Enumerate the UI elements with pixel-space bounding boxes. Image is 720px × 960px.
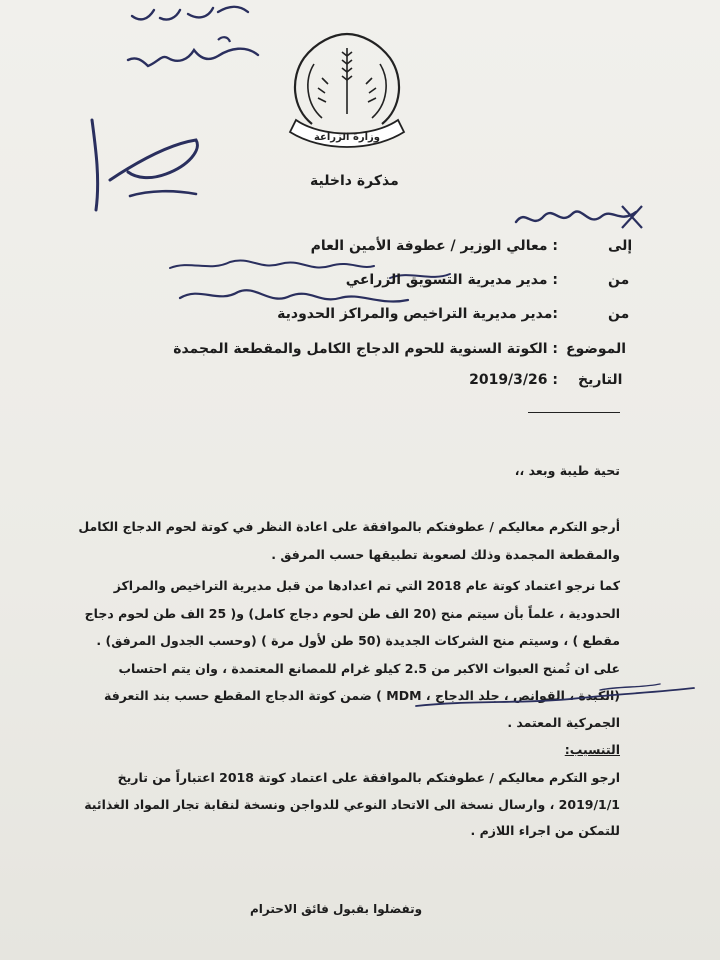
header-divider	[528, 412, 620, 413]
body-line-4: الحدودية ، علماً بأن سيتم منح (20 الف طن لحوم دجاج كامل) و( 25 الف طن لحوم دجاج	[84, 606, 620, 621]
notice-heading: التنسيب:	[564, 742, 620, 757]
body-line-2: والمقطعة المجمدة وذلك لصعوبة تطبيقها حسب المرفق .	[271, 547, 620, 562]
body-line-1: أرجو التكرم معاليكم / عطوفتكم بالموافقة على اعادة النظر في كوتة لحوم الدجاج الكامل	[78, 519, 620, 534]
to-label: إلى	[608, 238, 633, 254]
closing-line: وتفضلوا بقبول فائق الاحترام	[250, 902, 423, 916]
to-value: : معالي الوزير / عطوفة الأمين العام	[310, 238, 558, 254]
notice-line-1: ارجو التكرم معاليكم / عطوفتكم بالموافقة على اعتماد كوتة 2018 اعتباراً من تاريخ	[117, 770, 620, 785]
handwritten-signature-left	[70, 110, 210, 220]
body-line-3: كما نرجو اعتماد كوتة عام 2018 التي تم اعدادها من قبل مديرية التراخيص والمراكز	[113, 578, 620, 593]
logo-ribbon-text: وزارة الزراعة	[313, 132, 381, 143]
ministry-logo-emblem	[282, 28, 412, 156]
handwritten-underline	[410, 676, 700, 716]
subject-label: الموضوع	[566, 341, 627, 357]
handwritten-reference-number	[510, 200, 650, 234]
body-line-6: على ان تُمنح العبوات الاكبر من 2.5 كيلو غرام للمصانع المعتمدة ، وان يتم احتساب	[118, 661, 620, 676]
body-line-8: الجمركية المعتمد .	[507, 715, 620, 730]
from2-label: من	[608, 306, 630, 322]
from1-label: من	[608, 272, 630, 288]
greeting: تحية طيبة وبعد ،،	[514, 463, 620, 478]
subject-value: : الكوتة السنوية للحوم الدجاج الكامل والمقطعة المجمدة	[173, 341, 558, 357]
from2-value: :مدير مديرية التراخيص والمراكز الحدودية	[277, 306, 558, 322]
handwritten-note-top-left	[118, 0, 278, 80]
notice-line-3: للتمكن من اجراء اللازم .	[470, 823, 620, 838]
body-line-7: (الكبدة ، القوانص ، جلد الدجاج ، MDM ) ضمن كوتة الدجاج المقطع حسب بند التعرفة	[104, 688, 620, 703]
memo-title: مذكرة داخلية	[310, 173, 399, 189]
body-line-5: مقطع ) ، وسيتم منح الشركات الجديدة (50 طن لأول مرة ) (وحسب الجدول المرفق) .	[96, 633, 620, 648]
handwritten-note-routing	[160, 248, 480, 338]
notice-line-2: 2019/1/1 ، وارسال نسخة الى الاتحاد النوعي للدواجن ونسخة لنقابة تجار المواد الغذائية	[84, 797, 620, 812]
date-label: التاريخ	[578, 372, 623, 388]
date-value: : 2019/3/26	[469, 372, 558, 388]
from1-value: : مدير مديرية التسويق الزراعي	[345, 272, 558, 288]
